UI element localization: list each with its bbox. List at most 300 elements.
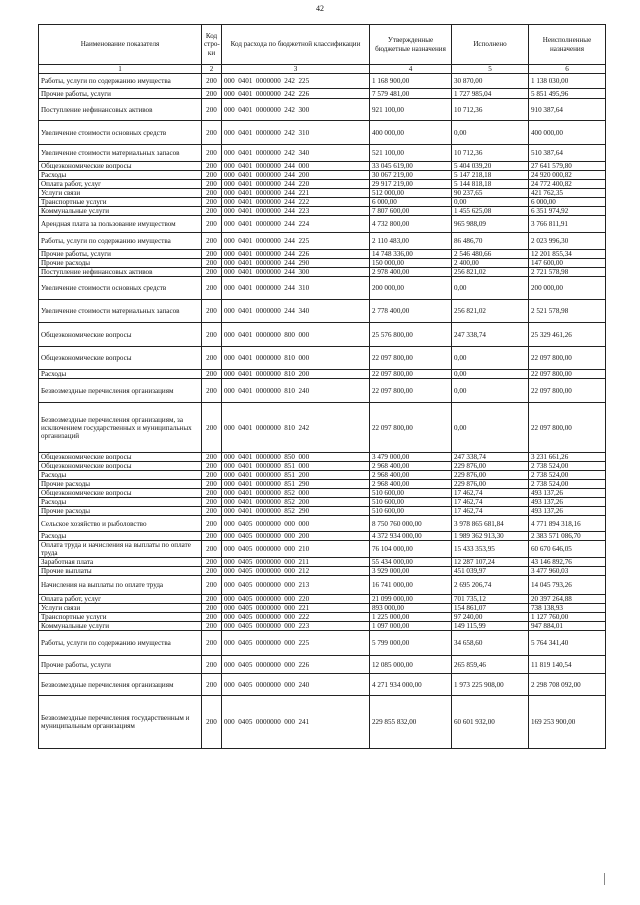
row-line-cell: 200 <box>202 595 222 604</box>
row-executed-cell: 2 695 206,74 <box>452 576 529 595</box>
table-row <box>39 121 606 145</box>
row-approved-cell: 510 600,00 <box>370 507 452 516</box>
table-row <box>39 595 606 604</box>
row-line-cell: 200 <box>202 489 222 498</box>
row-executed-cell: 34 658,60 <box>452 631 529 656</box>
row-executed-cell: 0,00 <box>452 277 529 300</box>
row-name-cell: Общеэкономические вопросы <box>39 462 202 471</box>
table-row <box>39 489 606 498</box>
row-name-cell: Безвозмездные перечисления организациям, за исключением государственных и муниципальных организаций <box>39 403 202 453</box>
row-name-cell: Услуги связи <box>39 604 202 613</box>
table-row <box>39 323 606 347</box>
row-name-cell: Расходы <box>39 370 202 379</box>
table-row <box>39 162 606 171</box>
row-name-cell: Работы, услуги по содержанию имущества <box>39 631 202 656</box>
table-row <box>39 613 606 622</box>
row-approved-cell: 2 778 400,00 <box>370 300 452 323</box>
table-row <box>39 145 606 162</box>
row-line-cell: 200 <box>202 323 222 347</box>
row-name-cell: Увеличение стоимости основных средств <box>39 121 202 145</box>
row-executed-cell: 2 546 480,66 <box>452 250 529 259</box>
row-approved-cell: 150 000,00 <box>370 259 452 268</box>
row-line-cell: 200 <box>202 162 222 171</box>
column-index: 3 <box>222 65 370 74</box>
row-name-cell: Общеэкономические вопросы <box>39 323 202 347</box>
row-executed-cell: 15 433 353,95 <box>452 541 529 558</box>
row-unexecuted-cell: 12 201 855,34 <box>529 250 606 259</box>
row-approved-cell: 22 097 800,00 <box>370 379 452 403</box>
row-line-cell: 200 <box>202 207 222 216</box>
row-executed-cell: 10 712,36 <box>452 145 529 162</box>
row-approved-cell: 2 968 400,00 <box>370 471 452 480</box>
row-code-cell: 000 0405 0000000 000 211 <box>222 558 370 567</box>
row-name-cell: Заработная плата <box>39 558 202 567</box>
row-unexecuted-cell: 3 477 960,03 <box>529 567 606 576</box>
row-unexecuted-cell: 24 920 000,82 <box>529 171 606 180</box>
row-name-cell: Оплата работ, услуг <box>39 180 202 189</box>
row-line-cell: 200 <box>202 277 222 300</box>
row-line-cell: 200 <box>202 259 222 268</box>
row-code-cell: 000 0401 0000000 810 000 <box>222 347 370 370</box>
row-name-cell: Прочие работы, услуги <box>39 89 202 99</box>
row-approved-cell: 6 000,00 <box>370 198 452 207</box>
row-executed-cell: 701 735,12 <box>452 595 529 604</box>
row-name-cell: Транспортные услуги <box>39 198 202 207</box>
row-line-cell: 200 <box>202 480 222 489</box>
row-name-cell: Поступление нефинансовых активов <box>39 268 202 277</box>
row-executed-cell: 86 486,70 <box>452 233 529 250</box>
row-approved-cell: 2 978 400,00 <box>370 268 452 277</box>
row-code-cell: 000 0401 0000000 810 200 <box>222 370 370 379</box>
row-code-cell: 000 0401 0000000 244 221 <box>222 189 370 198</box>
row-executed-cell: 17 462,74 <box>452 498 529 507</box>
row-executed-cell: 10 712,36 <box>452 99 529 121</box>
column-index: 4 <box>370 65 452 74</box>
row-approved-cell: 4 732 800,00 <box>370 216 452 233</box>
table-row <box>39 516 606 532</box>
row-line-cell: 200 <box>202 198 222 207</box>
column-index: 2 <box>202 65 222 74</box>
row-line-cell: 200 <box>202 171 222 180</box>
row-approved-cell: 2 110 483,00 <box>370 233 452 250</box>
row-unexecuted-cell: 169 253 900,00 <box>529 696 606 749</box>
row-unexecuted-cell: 1 127 760,00 <box>529 613 606 622</box>
row-approved-cell: 512 000,00 <box>370 189 452 198</box>
row-code-cell: 000 0401 0000000 244 290 <box>222 259 370 268</box>
row-executed-cell: 12 287 107,24 <box>452 558 529 567</box>
row-executed-cell: 154 861,07 <box>452 604 529 613</box>
row-line-cell: 200 <box>202 189 222 198</box>
row-code-cell: 000 0405 0000000 000 240 <box>222 674 370 696</box>
row-executed-cell: 0,00 <box>452 198 529 207</box>
row-approved-cell: 16 741 000,00 <box>370 576 452 595</box>
row-code-cell: 000 0401 0000000 810 240 <box>222 379 370 403</box>
row-code-cell: 000 0401 0000000 244 222 <box>222 198 370 207</box>
row-unexecuted-cell: 4 771 894 318,16 <box>529 516 606 532</box>
table-row <box>39 532 606 541</box>
row-code-cell: 000 0401 0000000 800 000 <box>222 323 370 347</box>
row-unexecuted-cell: 200 000,00 <box>529 277 606 300</box>
row-approved-cell: 3 479 000,00 <box>370 453 452 462</box>
row-executed-cell: 17 462,74 <box>452 507 529 516</box>
row-line-cell: 200 <box>202 558 222 567</box>
row-code-cell: 000 0401 0000000 242 340 <box>222 145 370 162</box>
row-line-cell: 200 <box>202 216 222 233</box>
row-code-cell: 000 0405 0000000 000 223 <box>222 622 370 631</box>
row-line-cell: 200 <box>202 462 222 471</box>
table-body <box>39 74 606 749</box>
row-unexecuted-cell: 3 766 811,91 <box>529 216 606 233</box>
row-code-cell: 000 0405 0000000 000 241 <box>222 696 370 749</box>
row-code-cell: 000 0405 0000000 000 221 <box>222 604 370 613</box>
row-unexecuted-cell: 493 137,26 <box>529 489 606 498</box>
row-name-cell: Работы, услуги по содержанию имущества <box>39 74 202 89</box>
row-unexecuted-cell: 24 772 400,82 <box>529 180 606 189</box>
table-row <box>39 604 606 613</box>
row-name-cell: Расходы <box>39 171 202 180</box>
row-executed-cell: 17 462,74 <box>452 489 529 498</box>
row-name-cell: Безвозмездные перечисления организациям <box>39 674 202 696</box>
row-approved-cell: 76 104 000,00 <box>370 541 452 558</box>
table-row <box>39 471 606 480</box>
row-line-cell: 200 <box>202 516 222 532</box>
row-unexecuted-cell: 421 762,35 <box>529 189 606 198</box>
table-row <box>39 558 606 567</box>
row-executed-cell: 256 821,02 <box>452 300 529 323</box>
row-executed-cell: 30 870,00 <box>452 74 529 89</box>
col-header-name: Наименование показателя <box>39 25 202 65</box>
row-unexecuted-cell: 947 884,01 <box>529 622 606 631</box>
row-name-cell: Расходы <box>39 498 202 507</box>
row-unexecuted-cell: 27 641 579,80 <box>529 162 606 171</box>
table-row <box>39 370 606 379</box>
row-name-cell: Прочие расходы <box>39 259 202 268</box>
row-name-cell: Коммунальные услуги <box>39 622 202 631</box>
row-approved-cell: 1 225 000,00 <box>370 613 452 622</box>
row-code-cell: 000 0401 0000000 242 225 <box>222 74 370 89</box>
row-code-cell: 000 0401 0000000 852 290 <box>222 507 370 516</box>
row-unexecuted-cell: 20 397 264,88 <box>529 595 606 604</box>
row-name-cell: Работы, услуги по содержанию имущества <box>39 233 202 250</box>
row-code-cell: 000 0401 0000000 244 300 <box>222 268 370 277</box>
row-executed-cell: 451 039,97 <box>452 567 529 576</box>
row-code-cell: 000 0405 0000000 000 222 <box>222 613 370 622</box>
row-code-cell: 000 0401 0000000 851 000 <box>222 462 370 471</box>
budget-execution-table <box>38 24 606 749</box>
row-code-cell: 000 0401 0000000 244 225 <box>222 233 370 250</box>
row-line-cell: 200 <box>202 622 222 631</box>
table-row <box>39 379 606 403</box>
row-code-cell: 000 0405 0000000 000 213 <box>222 576 370 595</box>
row-approved-cell: 55 434 000,00 <box>370 558 452 567</box>
row-name-cell: Коммунальные услуги <box>39 207 202 216</box>
row-line-cell: 200 <box>202 471 222 480</box>
row-name-cell: Расходы <box>39 471 202 480</box>
row-unexecuted-cell: 2 383 571 086,70 <box>529 532 606 541</box>
table-row <box>39 250 606 259</box>
row-approved-cell: 200 000,00 <box>370 277 452 300</box>
row-approved-cell: 22 097 800,00 <box>370 403 452 453</box>
row-line-cell: 200 <box>202 180 222 189</box>
row-executed-cell: 247 338,74 <box>452 323 529 347</box>
row-executed-cell: 256 821,02 <box>452 268 529 277</box>
row-approved-cell: 22 097 800,00 <box>370 347 452 370</box>
row-name-cell: Оплата работ, услуг <box>39 595 202 604</box>
row-unexecuted-cell: 738 138,93 <box>529 604 606 613</box>
row-approved-cell: 3 929 000,00 <box>370 567 452 576</box>
row-approved-cell: 521 100,00 <box>370 145 452 162</box>
row-name-cell: Транспортные услуги <box>39 613 202 622</box>
row-approved-cell: 7 807 600,00 <box>370 207 452 216</box>
row-line-cell: 200 <box>202 99 222 121</box>
row-name-cell: Прочие выплаты <box>39 567 202 576</box>
row-approved-cell: 29 917 219,00 <box>370 180 452 189</box>
table-row <box>39 300 606 323</box>
col-header-approved: Утвержденные бюджетные назначения <box>370 25 452 65</box>
row-unexecuted-cell: 6 351 974,92 <box>529 207 606 216</box>
row-code-cell: 000 0405 0000000 000 225 <box>222 631 370 656</box>
row-executed-cell: 149 115,99 <box>452 622 529 631</box>
row-line-cell: 200 <box>202 507 222 516</box>
row-line-cell: 200 <box>202 250 222 259</box>
row-executed-cell: 0,00 <box>452 347 529 370</box>
row-unexecuted-cell: 22 097 800,00 <box>529 370 606 379</box>
row-line-cell: 200 <box>202 370 222 379</box>
row-code-cell: 000 0405 0000000 000 226 <box>222 656 370 674</box>
row-name-cell: Арендная плата за пользование имуществом <box>39 216 202 233</box>
row-unexecuted-cell: 2 738 524,00 <box>529 471 606 480</box>
row-name-cell: Расходы <box>39 532 202 541</box>
row-approved-cell: 12 085 000,00 <box>370 656 452 674</box>
table-row <box>39 674 606 696</box>
row-line-cell: 200 <box>202 121 222 145</box>
table-row <box>39 99 606 121</box>
row-code-cell: 000 0401 0000000 244 220 <box>222 180 370 189</box>
row-executed-cell: 1 727 985,04 <box>452 89 529 99</box>
row-unexecuted-cell: 2 738 524,00 <box>529 480 606 489</box>
table-row <box>39 507 606 516</box>
table-row <box>39 498 606 507</box>
row-approved-cell: 893 000,00 <box>370 604 452 613</box>
row-name-cell: Увеличение стоимости основных средств <box>39 277 202 300</box>
table-row <box>39 89 606 99</box>
row-name-cell: Услуги связи <box>39 189 202 198</box>
row-line-cell: 200 <box>202 347 222 370</box>
table-row <box>39 171 606 180</box>
table-row <box>39 347 606 370</box>
row-name-cell: Поступление нефинансовых активов <box>39 99 202 121</box>
row-unexecuted-cell: 2 521 578,98 <box>529 300 606 323</box>
row-unexecuted-cell: 2 738 524,00 <box>529 462 606 471</box>
table-row <box>39 480 606 489</box>
row-line-cell: 200 <box>202 576 222 595</box>
row-line-cell: 200 <box>202 613 222 622</box>
row-unexecuted-cell: 493 137,26 <box>529 507 606 516</box>
row-approved-cell: 4 271 934 000,00 <box>370 674 452 696</box>
row-unexecuted-cell: 6 000,00 <box>529 198 606 207</box>
row-executed-cell: 229 876,00 <box>452 480 529 489</box>
row-code-cell: 000 0401 0000000 244 226 <box>222 250 370 259</box>
row-unexecuted-cell: 22 097 800,00 <box>529 403 606 453</box>
row-code-cell: 000 0401 0000000 244 224 <box>222 216 370 233</box>
table-row <box>39 198 606 207</box>
row-name-cell: Безвозмездные перечисления организациям <box>39 379 202 403</box>
table-row <box>39 180 606 189</box>
table-row <box>39 268 606 277</box>
row-line-cell: 200 <box>202 541 222 558</box>
row-executed-cell: 0,00 <box>452 379 529 403</box>
row-code-cell: 000 0401 0000000 242 300 <box>222 99 370 121</box>
row-unexecuted-cell: 43 146 892,76 <box>529 558 606 567</box>
row-line-cell: 200 <box>202 453 222 462</box>
row-executed-cell: 5 147 218,18 <box>452 171 529 180</box>
row-unexecuted-cell: 25 329 461,26 <box>529 323 606 347</box>
table-row <box>39 631 606 656</box>
row-name-cell: Оплата труда и начисления на выплаты по оплате труда <box>39 541 202 558</box>
row-executed-cell: 60 601 932,00 <box>452 696 529 749</box>
row-executed-cell: 90 237,65 <box>452 189 529 198</box>
row-code-cell: 000 0401 0000000 851 200 <box>222 471 370 480</box>
table-row <box>39 576 606 595</box>
row-executed-cell: 5 404 039,20 <box>452 162 529 171</box>
row-approved-cell: 25 576 800,00 <box>370 323 452 347</box>
row-executed-cell: 2 400,00 <box>452 259 529 268</box>
table-row <box>39 567 606 576</box>
row-unexecuted-cell: 1 138 030,00 <box>529 74 606 89</box>
row-unexecuted-cell: 400 000,00 <box>529 121 606 145</box>
row-unexecuted-cell: 5 851 495,96 <box>529 89 606 99</box>
row-line-cell: 200 <box>202 74 222 89</box>
row-name-cell: Прочие работы, услуги <box>39 250 202 259</box>
row-executed-cell: 5 144 818,18 <box>452 180 529 189</box>
row-approved-cell: 30 067 219,00 <box>370 171 452 180</box>
row-executed-cell: 97 240,00 <box>452 613 529 622</box>
row-line-cell: 200 <box>202 532 222 541</box>
row-unexecuted-cell: 22 097 800,00 <box>529 347 606 370</box>
row-line-cell: 200 <box>202 403 222 453</box>
row-code-cell: 000 0401 0000000 244 000 <box>222 162 370 171</box>
row-name-cell: Сельское хозяйство и рыболовство <box>39 516 202 532</box>
row-code-cell: 000 0405 0000000 000 200 <box>222 532 370 541</box>
row-approved-cell: 1 097 000,00 <box>370 622 452 631</box>
row-approved-cell: 1 168 900,00 <box>370 74 452 89</box>
row-line-cell: 200 <box>202 604 222 613</box>
row-executed-cell: 1 455 625,08 <box>452 207 529 216</box>
row-line-cell: 200 <box>202 268 222 277</box>
row-approved-cell: 21 099 000,00 <box>370 595 452 604</box>
row-line-cell: 200 <box>202 674 222 696</box>
row-line-cell: 200 <box>202 379 222 403</box>
row-line-cell: 200 <box>202 567 222 576</box>
table-row <box>39 74 606 89</box>
row-executed-cell: 1 973 225 908,00 <box>452 674 529 696</box>
table-row <box>39 541 606 558</box>
row-code-cell: 000 0401 0000000 852 000 <box>222 489 370 498</box>
row-executed-cell: 229 876,00 <box>452 462 529 471</box>
row-unexecuted-cell: 493 137,26 <box>529 498 606 507</box>
row-code-cell: 000 0401 0000000 852 200 <box>222 498 370 507</box>
row-executed-cell: 265 859,46 <box>452 656 529 674</box>
row-unexecuted-cell: 2 721 578,98 <box>529 268 606 277</box>
row-name-cell: Общеэкономические вопросы <box>39 347 202 370</box>
row-executed-cell: 1 989 362 913,30 <box>452 532 529 541</box>
page-number: 42 <box>316 4 324 13</box>
header-row <box>39 25 606 65</box>
col-header-code: Код расхода по бюджетной классификации <box>222 25 370 65</box>
row-code-cell: 000 0401 0000000 851 290 <box>222 480 370 489</box>
row-line-cell: 200 <box>202 631 222 656</box>
row-code-cell: 000 0401 0000000 244 223 <box>222 207 370 216</box>
row-approved-cell: 921 100,00 <box>370 99 452 121</box>
row-line-cell: 200 <box>202 696 222 749</box>
row-executed-cell: 229 876,00 <box>452 471 529 480</box>
row-approved-cell: 4 372 934 000,00 <box>370 532 452 541</box>
row-name-cell: Общеэкономические вопросы <box>39 162 202 171</box>
row-name-cell: Прочие расходы <box>39 480 202 489</box>
row-line-cell: 200 <box>202 89 222 99</box>
row-code-cell: 000 0405 0000000 000 210 <box>222 541 370 558</box>
row-executed-cell: 247 338,74 <box>452 453 529 462</box>
margin-mark <box>604 873 605 885</box>
row-unexecuted-cell: 910 387,64 <box>529 99 606 121</box>
row-approved-cell: 510 600,00 <box>370 498 452 507</box>
column-index: 6 <box>529 65 606 74</box>
row-unexecuted-cell: 2 298 708 092,00 <box>529 674 606 696</box>
row-approved-cell: 8 750 760 000,00 <box>370 516 452 532</box>
table-row <box>39 277 606 300</box>
row-code-cell: 000 0401 0000000 242 226 <box>222 89 370 99</box>
row-name-cell: Безвозмездные перечисления государственным и муниципальным организациям <box>39 696 202 749</box>
row-unexecuted-cell: 22 097 800,00 <box>529 379 606 403</box>
row-code-cell: 000 0405 0000000 000 212 <box>222 567 370 576</box>
row-approved-cell: 400 000,00 <box>370 121 452 145</box>
row-unexecuted-cell: 3 231 661,26 <box>529 453 606 462</box>
row-name-cell: Общеэкономические вопросы <box>39 453 202 462</box>
table-row <box>39 462 606 471</box>
column-index-row <box>39 65 606 74</box>
table-row <box>39 189 606 198</box>
row-name-cell: Прочие расходы <box>39 507 202 516</box>
row-unexecuted-cell: 2 023 996,30 <box>529 233 606 250</box>
row-code-cell: 000 0401 0000000 244 200 <box>222 171 370 180</box>
row-approved-cell: 14 748 336,00 <box>370 250 452 259</box>
col-header-executed: Исполнено <box>452 25 529 65</box>
row-name-cell: Увеличение стоимости материальных запасов <box>39 300 202 323</box>
row-code-cell: 000 0401 0000000 810 242 <box>222 403 370 453</box>
table-row <box>39 259 606 268</box>
row-line-cell: 200 <box>202 233 222 250</box>
row-approved-cell: 2 968 400,00 <box>370 462 452 471</box>
row-unexecuted-cell: 11 819 140,54 <box>529 656 606 674</box>
row-approved-cell: 7 579 481,00 <box>370 89 452 99</box>
row-name-cell: Прочие работы, услуги <box>39 656 202 674</box>
row-code-cell: 000 0405 0000000 000 220 <box>222 595 370 604</box>
row-code-cell: 000 0401 0000000 244 340 <box>222 300 370 323</box>
row-approved-cell: 33 045 619,00 <box>370 162 452 171</box>
row-approved-cell: 229 855 832,00 <box>370 696 452 749</box>
row-name-cell: Увеличение стоимости материальных запасов <box>39 145 202 162</box>
row-approved-cell: 5 799 000,00 <box>370 631 452 656</box>
table-row <box>39 207 606 216</box>
row-executed-cell: 3 978 865 681,84 <box>452 516 529 532</box>
row-unexecuted-cell: 510 387,64 <box>529 145 606 162</box>
column-index: 5 <box>452 65 529 74</box>
row-unexecuted-cell: 147 600,00 <box>529 259 606 268</box>
row-name-cell: Начисления на выплаты по оплате труда <box>39 576 202 595</box>
row-approved-cell: 22 097 800,00 <box>370 370 452 379</box>
row-code-cell: 000 0401 0000000 850 000 <box>222 453 370 462</box>
row-executed-cell: 965 988,09 <box>452 216 529 233</box>
